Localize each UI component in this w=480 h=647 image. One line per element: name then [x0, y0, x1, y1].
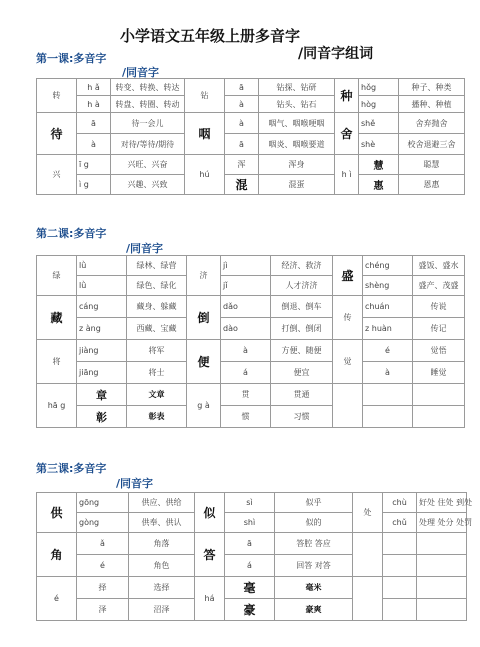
pinyin: à — [221, 340, 271, 362]
pinyin: jiàng — [77, 340, 127, 362]
pinyin: à — [77, 134, 111, 155]
char-zhong: 种 — [335, 79, 359, 113]
word-group: 种子、种类 — [399, 79, 465, 96]
pinyin: chéng — [363, 256, 413, 276]
lesson1-heading: 第一课:多音字 — [36, 52, 107, 65]
pinyin: z àng — [77, 318, 127, 340]
char-guan1: 贯 — [221, 384, 271, 406]
lesson3-heading: 第三课:多音字 — [36, 462, 107, 475]
char-dai: 待 — [37, 113, 77, 155]
pinyin: z huàn — [363, 318, 413, 340]
pinyin: h à — [77, 96, 111, 113]
char-bian: 便 — [187, 340, 221, 384]
word-group: 角落 — [129, 533, 195, 555]
word-group: 贯通 — [271, 384, 333, 406]
pinyin-part: hā — [47, 401, 58, 410]
pinyin: jì — [221, 256, 271, 276]
word-group: 经济、救济 — [271, 256, 333, 276]
word-group: 供应、供给 — [129, 493, 195, 513]
pinyin: lǜ — [77, 276, 127, 296]
char-hui2: 惠 — [359, 175, 399, 195]
word-group: 觉悟 — [413, 340, 465, 362]
pinyin: chù — [383, 493, 417, 513]
word-group: 混蛋 — [259, 175, 335, 195]
word-group: 角色 — [129, 555, 195, 577]
word-group: 待一会儿 — [111, 113, 185, 134]
word-group: 钻头、钻石 — [259, 96, 335, 113]
pinyin-suffix: g — [83, 180, 89, 189]
word-group: 浑身 — [259, 155, 335, 175]
pinyin: à — [363, 362, 413, 384]
char-chu: 处 — [353, 493, 383, 533]
pinyin-suffix: g — [83, 160, 89, 169]
pinyin: dǎo — [221, 296, 271, 318]
pinyin: dào — [221, 318, 271, 340]
pinyin: ā — [225, 79, 259, 96]
char-zuan: 钻 — [185, 79, 225, 113]
char-ze1: 择 — [77, 577, 129, 599]
word-group: 习惯 — [271, 406, 333, 428]
char-ze2: 泽 — [77, 599, 129, 621]
char-dao: 倒 — [187, 296, 221, 340]
empty-cell — [417, 555, 467, 577]
pinyin — [77, 175, 111, 195]
empty-cell — [383, 577, 417, 599]
char-zhang2: 彰 — [77, 406, 127, 428]
char-jiao: 角 — [37, 533, 77, 577]
word-group: 似乎 — [275, 493, 353, 513]
word-group: 文章 — [127, 384, 187, 406]
char-cang: 藏 — [37, 296, 77, 340]
pinyin: h ǎ — [77, 79, 111, 96]
word-group: 将士 — [127, 362, 187, 384]
pinyin: gōng — [77, 493, 129, 513]
pinyin: ā — [225, 533, 275, 555]
char-xing: 兴 — [37, 155, 77, 195]
pinyin: jiāng — [77, 362, 127, 384]
word-group: 钻探、钻研 — [259, 79, 335, 96]
empty-cell — [363, 384, 413, 406]
pinyin: sì — [225, 493, 275, 513]
char-she: 舍 — [335, 113, 359, 155]
homophone-pinyin — [37, 384, 77, 428]
pinyin: gòng — [77, 513, 129, 533]
lesson1-subheading: /同音字 — [122, 66, 160, 79]
pinyin-suffix: g — [370, 82, 377, 92]
pinyin: ā — [77, 113, 111, 134]
word-group: 豪爽 — [275, 599, 353, 621]
pinyin: á — [221, 362, 271, 384]
char-lv: 绿 — [37, 256, 77, 296]
empty-cell — [417, 577, 467, 599]
pinyin — [359, 96, 399, 113]
word-group: 传记 — [413, 318, 465, 340]
word-group: 选择 — [129, 577, 195, 599]
word-group: 对待/等待/期待 — [111, 134, 185, 155]
empty-cell — [353, 533, 383, 577]
word-group: 打倒、倒闭 — [271, 318, 333, 340]
pinyin: é — [363, 340, 413, 362]
word-group: 转变、转换、转达 — [111, 79, 185, 96]
char-guan2: 惯 — [221, 406, 271, 428]
char-hao2: 豪 — [225, 599, 275, 621]
lesson2-subheading: /同音字 — [126, 242, 164, 255]
pinyin-suffix: g — [60, 401, 66, 410]
char-chuan: 传 — [333, 296, 363, 340]
word-group: 舍弃抛舍 — [399, 113, 465, 134]
word-group: 供奉、供认 — [129, 513, 195, 533]
pinyin: shě — [359, 113, 399, 134]
word-group: 绿林、绿营 — [127, 256, 187, 276]
word-group: 睡觉 — [413, 362, 465, 384]
word-group: 绿色、绿化 — [127, 276, 187, 296]
char-si: 似 — [195, 493, 225, 533]
char-jue: 觉 — [333, 340, 363, 384]
pinyin: ǎ — [77, 533, 129, 555]
pinyin: chuán — [363, 296, 413, 318]
pinyin-part: hǒ — [361, 82, 371, 92]
lesson3-subheading: /同音字 — [116, 477, 154, 490]
word-group: 将军 — [127, 340, 187, 362]
pinyin: shì — [225, 513, 275, 533]
empty-cell — [353, 577, 383, 621]
pinyin-part: ì — [79, 180, 82, 189]
word-group: 盛饭、盛水 — [413, 256, 465, 276]
char-yan: 咽 — [185, 113, 225, 155]
word-group: 传说 — [413, 296, 465, 318]
word-group: 沼泽 — [129, 599, 195, 621]
word-group: 似的 — [275, 513, 353, 533]
word-part: 咽气、 — [268, 118, 293, 128]
word-part: 咽喉哽咽 — [292, 118, 325, 128]
word-group: 答腔 答应 — [275, 533, 353, 555]
empty-cell — [417, 533, 467, 555]
char-sheng: 盛 — [333, 256, 363, 296]
char-da: 答 — [195, 533, 225, 577]
word-group: 播种、种植 — [399, 96, 465, 113]
char-jiang: 将 — [37, 340, 77, 384]
empty-cell — [383, 533, 417, 555]
pinyin — [359, 79, 399, 96]
word-group: 咽炎、咽喉要道 — [259, 134, 335, 155]
char-zhuan: 转 — [37, 79, 77, 113]
pinyin: chǔ — [383, 513, 417, 533]
pinyin — [77, 155, 111, 175]
homophone-pinyin: h ì — [335, 155, 359, 195]
empty-cell — [363, 406, 413, 428]
word-group: 藏身、躲藏 — [127, 296, 187, 318]
word-group: 便宜 — [271, 362, 333, 384]
word-group: 转盘、转圈、转动 — [111, 96, 185, 113]
lesson1-table — [36, 78, 465, 195]
pinyin: shè — [359, 134, 399, 155]
pinyin: á — [225, 555, 275, 577]
homophone-pinyin: g à — [187, 384, 221, 428]
char-ji: 济 — [187, 256, 221, 296]
pinyin: ā — [225, 134, 259, 155]
word-group: 回答 对答 — [275, 555, 353, 577]
char-hun2: 混 — [225, 175, 259, 195]
word-group: 倒退、倒车 — [271, 296, 333, 318]
lesson2-heading: 第二课:多音字 — [36, 227, 107, 240]
word-group: 好处 住处 到处 — [417, 493, 467, 513]
empty-cell — [383, 599, 417, 621]
empty-cell — [333, 384, 363, 428]
word-group: 兴旺、兴奋 — [111, 155, 185, 175]
word-group: 处理 处分 处罚 — [417, 513, 467, 533]
empty-cell — [417, 599, 467, 621]
char-hun1: 浑 — [225, 155, 259, 175]
empty-cell — [413, 406, 465, 428]
word-group: 方便、随便 — [271, 340, 333, 362]
pinyin: jǐ — [221, 276, 271, 296]
lesson2-table — [36, 255, 465, 428]
pinyin-part: hò — [361, 99, 371, 109]
empty-cell — [413, 384, 465, 406]
page-subtitle: /同音字组词 — [298, 46, 374, 62]
homophone-pinyin: é — [37, 577, 77, 621]
page-title: 小学语文五年级上册多音字 — [120, 27, 301, 45]
lesson3-table — [36, 492, 473, 621]
word-group: 恩惠 — [399, 175, 465, 195]
word-group: 彰表 — [127, 406, 187, 428]
homophone-pinyin: hú — [185, 155, 225, 195]
pinyin: cáng — [77, 296, 127, 318]
pinyin: é — [77, 555, 129, 577]
homophone-pinyin: há — [195, 577, 225, 621]
word-group: 人才济济 — [271, 276, 333, 296]
char-hui1: 慧 — [359, 155, 399, 175]
char-hao1: 毫 — [225, 577, 275, 599]
word-group: 兴趣、兴致 — [111, 175, 185, 195]
pinyin-part: ī — [79, 160, 82, 169]
word-group: 毫米 — [275, 577, 353, 599]
pinyin: shèng — [363, 276, 413, 296]
char-zhang1: 章 — [77, 384, 127, 406]
pinyin: lǜ — [77, 256, 127, 276]
word-group: 西藏、宝藏 — [127, 318, 187, 340]
empty-cell — [383, 555, 417, 577]
word-group: 校舍退避三舍 — [399, 134, 465, 155]
word-group — [259, 113, 335, 134]
word-group: 聪慧 — [399, 155, 465, 175]
pinyin-suffix: g — [370, 99, 377, 109]
pinyin: à — [225, 113, 259, 134]
char-gong: 供 — [37, 493, 77, 533]
pinyin: à — [225, 96, 259, 113]
word-group: 盛产、茂盛 — [413, 276, 465, 296]
